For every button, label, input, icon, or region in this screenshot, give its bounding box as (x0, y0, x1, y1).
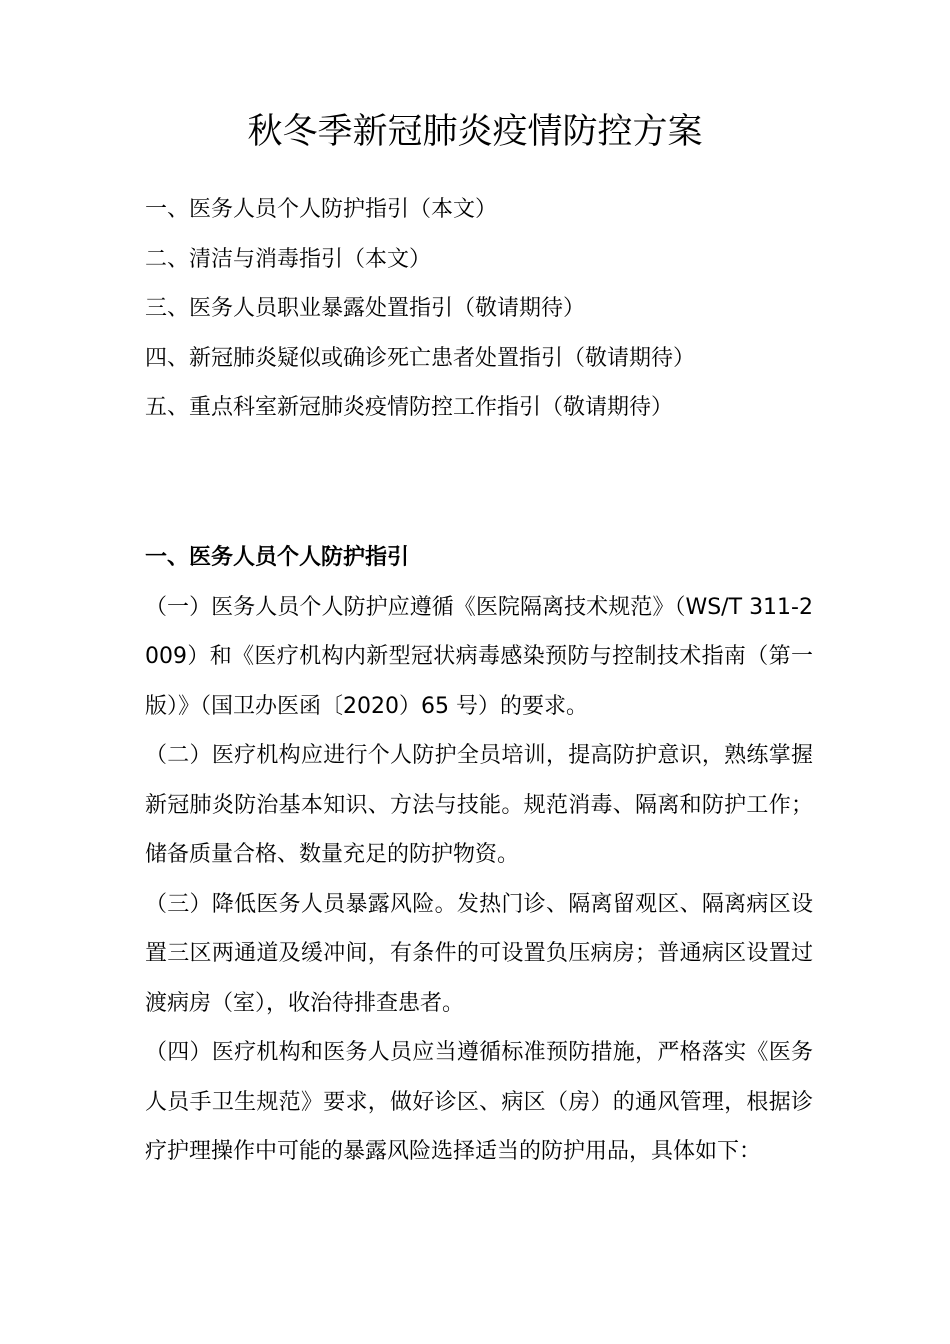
paragraph-1: （一）医务人员个人防护应遵循《医院隔离技术规范》（WS/T 311-2009）和《医疗机构内新型冠状病毒感染预防与控制技术指南（第一版）》（国卫办医函〔2020）65 号）的要求。 (145, 594, 813, 719)
table-of-contents (145, 185, 825, 433)
toc-item-4: 四、新冠肺炎疑似或确诊死亡患者处置指引（敬请期待） (145, 345, 696, 371)
paragraph-4: （四）医疗机构和医务人员应当遵循标准预防措施，严格落实《医务人员手卫生规范》要求，做好诊区、病区（房）的通风管理，根据诊疗护理操作中可能的暴露风险选择适当的防护用品，具体如下： (145, 1040, 813, 1164)
toc-item-2: 二、清洁与消毒指引（本文） (145, 246, 432, 272)
toc-item-3: 三、医务人员职业暴露处置指引（敬请期待） (145, 296, 586, 321)
toc-item-1: 一、医务人员个人防护指引（本文） (145, 197, 498, 222)
toc-item-5: 五、重点科室新冠肺炎疫情防控工作指引（敬请期待） (145, 395, 674, 420)
paragraph-2: （二）医疗机构应进行个人防护全员培训，提高防护意识，熟练掌握新冠肺炎防治基本知识、方法与技能。规范消毒、隔离和防护工作；储备质量合格、数量充足的防护物资。 (145, 743, 813, 867)
paragraph-3: （三）降低医务人员暴露风险。发热门诊、隔离留观区、隔离病区设置三区两通道及缓冲间，有条件的可设置负压病房；普通病区设置过渡病房（室），收治待排查患者。 (145, 891, 813, 1016)
section-personal-protection (145, 533, 813, 1177)
section-heading: 一、医务人员个人防护指引 (145, 545, 410, 570)
document-title: 秋冬季新冠肺炎疫情防控方案 (247, 112, 703, 152)
